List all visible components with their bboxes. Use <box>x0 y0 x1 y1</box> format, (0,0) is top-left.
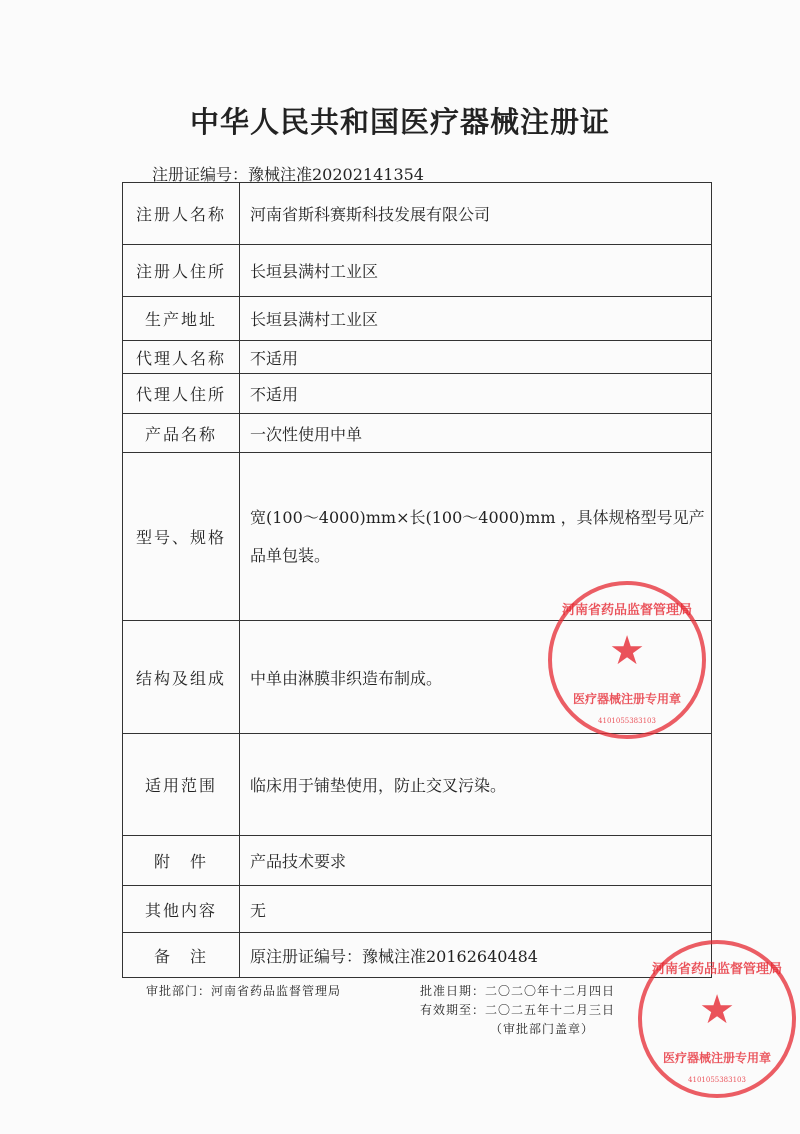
table-row <box>123 933 712 978</box>
registration-number: 注册证编号：豫械注准20202141354 <box>152 165 424 184</box>
table-row <box>123 341 712 374</box>
star-icon: ★ <box>699 987 735 1033</box>
row-value: 中单由淋膜非织造布制成。 <box>240 621 712 734</box>
row-value: 不适用 <box>240 374 712 414</box>
stamp-top-text: 河南省药品监督管理局 <box>651 962 782 977</box>
table-row <box>123 886 712 933</box>
official-seal-stamp-2 <box>638 940 796 1098</box>
table-row <box>123 183 712 245</box>
row-value: 长垣县满村工业区 <box>240 245 712 297</box>
table-row <box>123 374 712 414</box>
row-value: 一次性使用中单 <box>240 414 712 453</box>
seal-note: （审批部门盖章） <box>490 1022 595 1036</box>
table-row <box>123 836 712 886</box>
row-label: 生产地址 <box>123 297 240 341</box>
valid-until: 有效期至：二〇二五年十二月三日 <box>420 1003 616 1017</box>
table-row <box>123 414 712 453</box>
stamp-code: 4101055383103 <box>598 717 656 725</box>
row-label: 适用范围 <box>123 734 240 836</box>
stamp-bottom-text: 医疗器械注册专用章 <box>572 692 681 706</box>
row-value: 河南省斯科赛斯科技发展有限公司 <box>240 183 712 245</box>
row-value: 无 <box>240 886 712 933</box>
certificate-table <box>122 182 712 978</box>
table-row <box>123 245 712 297</box>
star-icon: ★ <box>609 628 645 674</box>
row-label: 产品名称 <box>123 414 240 453</box>
row-value: 不适用 <box>240 341 712 374</box>
row-label: 结构及组成 <box>123 621 240 734</box>
stamp-code: 4101055383103 <box>688 1076 746 1084</box>
row-label: 注册人名称 <box>123 183 240 245</box>
table-row <box>123 734 712 836</box>
approval-department: 审批部门：河南省药品监督管理局 <box>146 984 342 998</box>
row-value: 临床用于铺垫使用，防止交叉污染。 <box>240 734 712 836</box>
row-label: 其他内容 <box>123 886 240 933</box>
stamp-top-text: 河南省药品监督管理局 <box>561 603 692 618</box>
official-seal-stamp <box>548 581 706 739</box>
row-value: 产品技术要求 <box>240 836 712 886</box>
row-label: 型号、规格 <box>123 453 240 621</box>
row-label: 注册人住所 <box>123 245 240 297</box>
stamp-bottom-text: 医疗器械注册专用章 <box>662 1051 771 1065</box>
table-row <box>123 297 712 341</box>
approval-date: 批准日期：二〇二〇年十二月四日 <box>420 984 616 998</box>
row-value: 长垣县满村工业区 <box>240 297 712 341</box>
row-value: 宽(100～4000)mm×长(100～4000)mm ，具体规格型号见产品单包装。 <box>240 453 712 621</box>
row-label: 代理人住所 <box>123 374 240 414</box>
row-value: 原注册证编号：豫械注准20162640484 <box>240 933 712 978</box>
footer-dates <box>420 982 615 1039</box>
document-title: 中华人民共和国医疗器械注册证 <box>189 105 610 139</box>
row-label: 备 注 <box>123 933 240 978</box>
row-label: 附 件 <box>123 836 240 886</box>
row-label: 代理人名称 <box>123 341 240 374</box>
